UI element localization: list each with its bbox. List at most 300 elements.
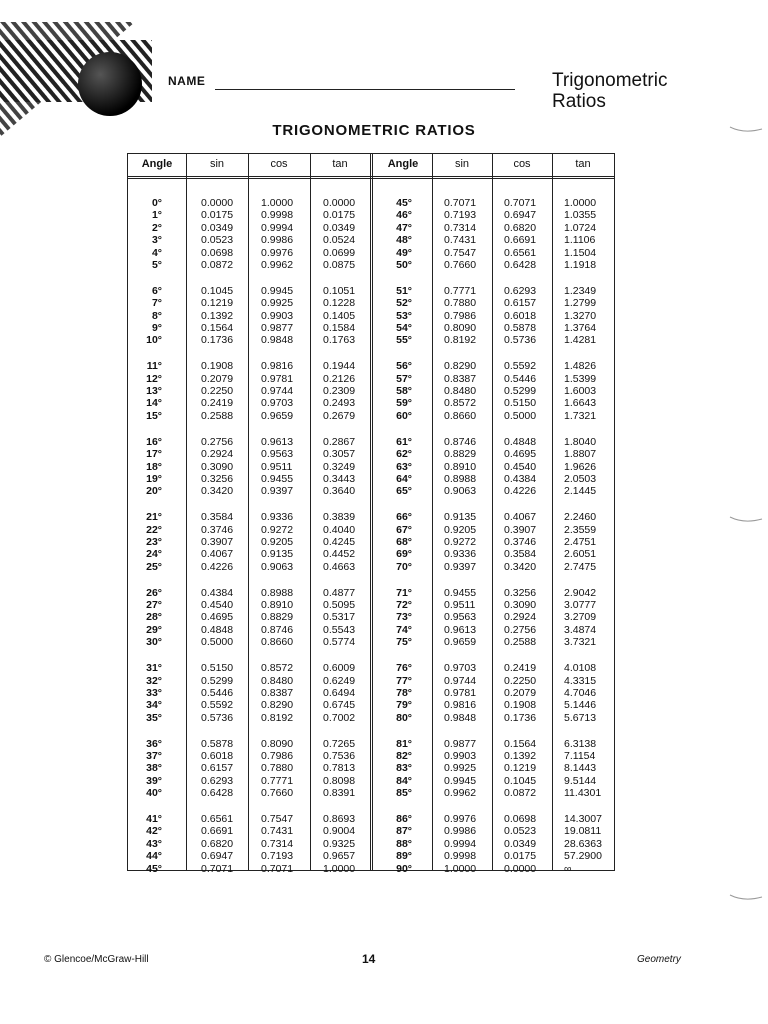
- cos-cell-left: 0.7986: [261, 749, 294, 762]
- tan-cell-right: 1.2349: [564, 284, 597, 297]
- angle-cell-left: 21°: [146, 511, 162, 524]
- angle-cell-right: 54°: [396, 322, 412, 335]
- page-heading: TRIGONOMETRIC RATIOS: [272, 122, 476, 139]
- cos-cell-left: 0.8192: [261, 711, 294, 724]
- section-title-line-1: Trigonometric: [552, 70, 668, 91]
- angle-cell-right: 65°: [396, 485, 412, 498]
- cos-cell-right: 0.2250: [504, 674, 537, 687]
- table-row: [128, 385, 614, 397]
- tan-cell-left: 0.2309: [323, 385, 356, 398]
- sin-cell-right: 0.7193: [444, 209, 477, 222]
- table-row: [128, 436, 614, 448]
- table-row: [128, 536, 614, 548]
- cos-cell-left: 0.9511: [261, 460, 293, 473]
- tan-cell-right: 1.6643: [564, 397, 597, 410]
- sin-cell-left: 0.3907: [201, 535, 234, 548]
- cos-cell-left: 0.9877: [261, 322, 294, 335]
- cos-cell-left: 0.9744: [261, 385, 294, 398]
- cos-cell-right: 0.4384: [504, 472, 537, 485]
- table-row: [128, 461, 614, 473]
- cos-cell-left: 0.7547: [261, 813, 294, 826]
- tan-cell-left: 0.2867: [323, 435, 356, 448]
- sin-cell-right: 0.7314: [444, 221, 477, 234]
- sin-cell-right: 0.9613: [444, 623, 477, 636]
- cos-cell-left: 0.9659: [261, 409, 294, 422]
- angle-cell-left: 40°: [146, 787, 162, 800]
- sin-cell-left: 0.6691: [201, 825, 234, 838]
- tan-cell-left: 0.3443: [323, 472, 356, 485]
- cos-cell-left: 0.9205: [261, 535, 294, 548]
- cos-cell-right: 0.6561: [504, 246, 537, 259]
- scan-mark: [726, 125, 766, 135]
- sin-cell-right: 0.8829: [444, 448, 477, 461]
- sin-cell-right: 0.9744: [444, 674, 477, 687]
- tan-cell-left: 0.0699: [323, 246, 356, 259]
- tan-cell-right: 1.3764: [564, 322, 597, 335]
- table-row: [128, 675, 614, 687]
- sin-cell-right: 0.9511: [444, 599, 476, 612]
- cos-cell-right: 0.1564: [504, 737, 537, 750]
- sin-cell-left: 0.3090: [201, 460, 234, 473]
- angle-cell-left: 41°: [146, 813, 162, 826]
- sin-cell-right: 0.9659: [444, 636, 477, 649]
- table-row: [128, 636, 614, 648]
- tan-cell-right: 5.1446: [564, 699, 597, 712]
- table-row: [128, 587, 614, 599]
- sin-cell-right: 0.8572: [444, 397, 477, 410]
- sin-cell-right: 0.9336: [444, 548, 477, 561]
- sin-cell-left: 0.3584: [201, 511, 234, 524]
- angle-cell-right: 84°: [396, 774, 412, 787]
- table-row: [128, 825, 614, 837]
- row-group: [128, 436, 614, 498]
- sin-cell-right: 0.9962: [444, 787, 477, 800]
- table-row: [128, 322, 614, 334]
- angle-cell-right: 78°: [396, 686, 412, 699]
- row-group: [128, 813, 614, 875]
- tan-cell-left: 0.3249: [323, 460, 356, 473]
- sin-cell-right: 0.7771: [444, 284, 477, 297]
- cos-cell-right: 0.6691: [504, 234, 537, 247]
- angle-cell-right: 59°: [396, 397, 412, 410]
- angle-cell-right: 66°: [396, 511, 412, 524]
- angle-cell-right: 82°: [396, 749, 412, 762]
- angle-cell-left: 9°: [151, 322, 162, 335]
- angle-cell-right: 68°: [396, 535, 412, 548]
- sin-cell-left: 0.0523: [201, 234, 234, 247]
- table-row: [128, 699, 614, 711]
- cos-cell-right: 0.5000: [504, 409, 537, 422]
- angle-cell-right: 76°: [396, 662, 412, 675]
- sin-cell-right: 0.9063: [444, 485, 477, 498]
- sin-cell-right: 0.9848: [444, 711, 477, 724]
- tan-cell-right: 1.8807: [564, 448, 597, 461]
- table-row: [128, 397, 614, 409]
- tan-cell-left: 0.0349: [323, 221, 356, 234]
- angle-cell-left: 31°: [146, 662, 162, 675]
- angle-cell-left: 43°: [146, 837, 162, 850]
- tan-cell-left: 0.9325: [323, 837, 356, 850]
- tan-cell-right: 1.8040: [564, 435, 597, 448]
- cos-cell-left: 0.9455: [261, 472, 294, 485]
- angle-cell-right: 85°: [396, 787, 412, 800]
- cos-cell-right: 0.5736: [504, 334, 537, 347]
- sin-cell-left: 0.5878: [201, 737, 234, 750]
- tan-cell-right: 8.1443: [564, 762, 597, 775]
- angle-cell-left: 11°: [146, 360, 162, 373]
- tan-cell-left: 0.9657: [323, 850, 356, 863]
- sin-cell-right: 0.9903: [444, 749, 477, 762]
- table-row: [128, 524, 614, 536]
- angle-cell-right: 77°: [396, 674, 412, 687]
- tan-cell-left: 0.4245: [323, 535, 356, 548]
- cos-cell-right: 0.0698: [504, 813, 537, 826]
- table-row: [128, 762, 614, 774]
- sin-cell-left: 0.4067: [201, 548, 234, 561]
- cos-cell-right: 0.2419: [504, 662, 537, 675]
- angle-cell-left: 8°: [151, 309, 162, 322]
- angle-cell-left: 15°: [146, 409, 162, 422]
- tan-cell-right: 6.3138: [564, 737, 597, 750]
- angle-cell-right: 89°: [396, 850, 412, 863]
- angle-cell-left: 35°: [146, 711, 162, 724]
- tan-cell-left: 0.4040: [323, 523, 356, 536]
- tan-cell-left: 0.8098: [323, 774, 356, 787]
- sin-cell-left: 0.6428: [201, 787, 234, 800]
- sin-cell-left: 0.1392: [201, 309, 234, 322]
- angle-cell-left: 1°: [151, 209, 162, 222]
- tan-cell-left: 0.5095: [323, 599, 356, 612]
- angle-cell-right: 58°: [396, 385, 412, 398]
- header-sin-right: sin: [454, 158, 470, 170]
- table-row: [128, 787, 614, 799]
- sin-cell-left: 0.2588: [201, 409, 234, 422]
- angle-cell-right: 61°: [396, 435, 412, 448]
- sin-cell-right: 0.9455: [444, 586, 477, 599]
- sin-cell-left: 0.4695: [201, 611, 234, 624]
- sin-cell-left: 0.1045: [201, 284, 234, 297]
- cos-cell-left: 0.9925: [261, 297, 294, 310]
- cos-cell-left: 0.7880: [261, 762, 294, 775]
- tan-cell-right: 1.5399: [564, 372, 597, 385]
- cos-cell-left: 1.0000: [261, 197, 294, 209]
- cos-cell-left: 0.9272: [261, 523, 294, 536]
- sin-cell-right: 0.9205: [444, 523, 477, 536]
- cos-cell-right: 0.3090: [504, 599, 537, 612]
- tan-cell-right: 1.2799: [564, 297, 597, 310]
- cos-cell-left: 0.9945: [261, 284, 294, 297]
- tan-cell-right: 57.2900: [564, 850, 602, 863]
- tan-cell-left: 0.2126: [323, 372, 356, 385]
- tan-cell-right: 3.2709: [564, 611, 597, 624]
- angle-cell-right: 71°: [396, 586, 412, 599]
- cos-cell-left: 0.8290: [261, 699, 294, 712]
- cos-cell-left: 0.8660: [261, 636, 294, 649]
- sin-cell-left: 0.0349: [201, 221, 234, 234]
- cos-cell-left: 0.8572: [261, 662, 294, 675]
- tan-cell-right: 2.2460: [564, 511, 597, 524]
- cos-cell-right: 0.0872: [504, 787, 537, 800]
- angle-cell-right: 87°: [396, 825, 412, 838]
- angle-cell-right: 88°: [396, 837, 412, 850]
- tan-cell-right: 2.3559: [564, 523, 597, 536]
- sin-cell-right: 0.8192: [444, 334, 477, 347]
- angle-cell-right: 86°: [396, 813, 412, 826]
- tan-cell-right: 2.9042: [564, 586, 597, 599]
- tan-cell-right: 2.6051: [564, 548, 597, 561]
- cos-cell-right: 0.4540: [504, 460, 537, 473]
- cos-cell-left: 0.7071: [261, 862, 294, 875]
- sin-cell-left: 0.6293: [201, 774, 234, 787]
- cos-cell-right: 0.6820: [504, 221, 537, 234]
- angle-cell-right: 90°: [396, 862, 412, 875]
- tan-cell-right: ∞: [564, 862, 572, 875]
- cos-cell-right: 0.5150: [504, 397, 537, 410]
- cos-cell-right: 0.6947: [504, 209, 537, 222]
- sin-cell-right: 0.9563: [444, 611, 477, 624]
- angle-cell-left: 37°: [146, 749, 162, 762]
- tan-cell-right: 1.0355: [564, 209, 597, 222]
- angle-cell-left: 33°: [146, 686, 162, 699]
- tan-cell-right: 2.0503: [564, 472, 597, 485]
- cos-cell-left: 0.7314: [261, 837, 294, 850]
- angle-cell-right: 80°: [396, 711, 412, 724]
- angle-cell-left: 3°: [151, 234, 162, 247]
- tan-cell-right: 1.0000: [564, 197, 597, 209]
- sin-cell-right: 0.9945: [444, 774, 477, 787]
- angle-cell-left: 22°: [146, 523, 162, 536]
- row-group: [128, 285, 614, 347]
- tan-cell-left: 0.6009: [323, 662, 356, 675]
- angle-cell-left: 0°: [151, 197, 162, 209]
- angle-cell-right: 81°: [396, 737, 412, 750]
- table-row: [128, 712, 614, 724]
- tan-cell-left: 0.2493: [323, 397, 356, 410]
- tan-cell-left: 0.1405: [323, 309, 356, 322]
- tan-cell-left: 0.5543: [323, 623, 356, 636]
- sin-cell-right: 0.7071: [444, 197, 477, 209]
- sin-cell-left: 0.4384: [201, 586, 234, 599]
- angle-cell-right: 52°: [396, 297, 412, 310]
- sin-cell-right: 0.7431: [444, 234, 477, 247]
- tan-cell-left: 0.1051: [323, 284, 356, 297]
- tan-cell-right: 1.7321: [564, 409, 597, 422]
- row-group: [128, 360, 614, 422]
- sin-cell-right: 0.7986: [444, 309, 477, 322]
- cos-cell-left: 0.8829: [261, 611, 294, 624]
- trig-ratios-table: [127, 153, 615, 875]
- sin-cell-right: 0.9986: [444, 825, 477, 838]
- angle-cell-left: 7°: [151, 297, 162, 310]
- tan-cell-left: 0.7813: [323, 762, 356, 775]
- sin-cell-left: 0.3746: [201, 523, 234, 536]
- table-row: [128, 448, 614, 460]
- tan-cell-left: 0.1584: [323, 322, 356, 335]
- cos-cell-left: 0.7660: [261, 787, 294, 800]
- tan-cell-left: 0.5317: [323, 611, 356, 624]
- table-row: [128, 611, 614, 623]
- sin-cell-left: 0.5150: [201, 662, 234, 675]
- table-row: [128, 775, 614, 787]
- cos-cell-left: 0.9063: [261, 560, 294, 573]
- tan-cell-left: 0.1944: [323, 360, 356, 373]
- table-row: [128, 599, 614, 611]
- tan-cell-left: 0.1228: [323, 297, 356, 310]
- cos-cell-right: 0.5299: [504, 385, 537, 398]
- cos-cell-right: 0.0000: [504, 862, 537, 875]
- table-row: [128, 222, 614, 234]
- cos-cell-right: 0.3420: [504, 560, 537, 573]
- angle-cell-left: 28°: [146, 611, 162, 624]
- cos-cell-left: 0.9336: [261, 511, 294, 524]
- tan-cell-left: 0.3839: [323, 511, 356, 524]
- sin-cell-right: 0.7880: [444, 297, 477, 310]
- cos-cell-right: 0.1908: [504, 699, 537, 712]
- angle-cell-left: 10°: [146, 334, 162, 347]
- sin-cell-left: 0.6561: [201, 813, 234, 826]
- sin-cell-right: 0.9781: [444, 686, 477, 699]
- cos-cell-right: 0.3256: [504, 586, 537, 599]
- sin-cell-left: 0.0000: [201, 197, 234, 209]
- cos-cell-right: 0.0175: [504, 850, 537, 863]
- sin-cell-left: 0.5592: [201, 699, 234, 712]
- angle-cell-right: 63°: [396, 460, 412, 473]
- sin-cell-left: 0.6157: [201, 762, 234, 775]
- table-row: [128, 485, 614, 497]
- tan-cell-left: 0.0524: [323, 234, 356, 247]
- tan-cell-right: 1.4281: [564, 334, 597, 347]
- cos-cell-right: 0.1045: [504, 774, 537, 787]
- cos-cell-right: 0.4226: [504, 485, 537, 498]
- table-row: [128, 297, 614, 309]
- header-cos-left: cos: [270, 158, 288, 170]
- cos-cell-left: 0.8387: [261, 686, 294, 699]
- cos-cell-right: 0.1736: [504, 711, 537, 724]
- sin-cell-left: 0.6947: [201, 850, 234, 863]
- angle-cell-right: 62°: [396, 448, 412, 461]
- sin-cell-right: 0.9976: [444, 813, 477, 826]
- tan-cell-left: 0.3640: [323, 485, 356, 498]
- table-row: [128, 738, 614, 750]
- table-row: [128, 247, 614, 259]
- sin-cell-left: 0.1908: [201, 360, 234, 373]
- cos-cell-left: 0.9998: [261, 209, 294, 222]
- sin-cell-right: 0.8290: [444, 360, 477, 373]
- table-row: [128, 334, 614, 346]
- cos-cell-right: 0.6018: [504, 309, 537, 322]
- name-field-line[interactable]: [215, 89, 515, 90]
- tan-cell-right: 5.6713: [564, 711, 597, 724]
- angle-cell-left: 6°: [151, 284, 162, 297]
- tan-cell-left: 0.6745: [323, 699, 356, 712]
- angle-cell-left: 44°: [146, 850, 162, 863]
- sin-cell-left: 0.5299: [201, 674, 234, 687]
- tan-cell-right: 11.4301: [564, 787, 602, 800]
- header-tan-right: tan: [575, 158, 591, 170]
- cos-cell-right: 0.4695: [504, 448, 537, 461]
- cos-cell-right: 0.3584: [504, 548, 537, 561]
- angle-cell-left: 2°: [151, 221, 162, 234]
- tan-cell-right: 2.1445: [564, 485, 597, 498]
- angle-cell-left: 27°: [146, 599, 162, 612]
- cos-cell-right: 0.1219: [504, 762, 537, 775]
- sin-cell-left: 0.0872: [201, 258, 234, 271]
- angle-cell-right: 45°: [396, 197, 412, 209]
- table-row: [128, 209, 614, 221]
- header-sin-left: sin: [209, 158, 225, 170]
- cos-cell-right: 0.6428: [504, 258, 537, 271]
- cos-cell-right: 0.6293: [504, 284, 537, 297]
- angle-cell-left: 4°: [151, 246, 162, 259]
- sin-cell-right: 0.8480: [444, 385, 477, 398]
- publisher-credit: © Glencoe/McGraw-Hill: [44, 954, 149, 965]
- tan-cell-right: 3.0777: [564, 599, 597, 612]
- cos-cell-left: 0.9135: [261, 548, 294, 561]
- tan-cell-right: 3.7321: [564, 636, 597, 649]
- row-group: [128, 738, 614, 800]
- angle-cell-left: 34°: [146, 699, 162, 712]
- tan-cell-left: 0.9004: [323, 825, 356, 838]
- row-group: [128, 587, 614, 649]
- angle-cell-left: 30°: [146, 636, 162, 649]
- angle-cell-left: 13°: [146, 385, 162, 398]
- cos-cell-left: 0.8480: [261, 674, 294, 687]
- sin-cell-left: 0.4540: [201, 599, 234, 612]
- sin-cell-right: 0.8910: [444, 460, 477, 473]
- cos-cell-right: 0.7071: [504, 197, 537, 209]
- sin-cell-right: 0.8387: [444, 372, 477, 385]
- angle-cell-right: 50°: [396, 258, 412, 271]
- sin-cell-left: 0.2924: [201, 448, 234, 461]
- table-row: [128, 197, 614, 209]
- tan-cell-left: 1.0000: [323, 862, 356, 875]
- tan-cell-right: 19.0811: [564, 825, 602, 838]
- sin-cell-left: 0.5446: [201, 686, 234, 699]
- angle-cell-left: 5°: [151, 258, 162, 271]
- sin-cell-left: 0.6820: [201, 837, 234, 850]
- table-row: [128, 838, 614, 850]
- tan-cell-right: 4.3315: [564, 674, 597, 687]
- sin-cell-right: 0.7547: [444, 246, 477, 259]
- sin-cell-right: 0.9272: [444, 535, 477, 548]
- cos-cell-left: 0.9903: [261, 309, 294, 322]
- table-row: [128, 285, 614, 297]
- angle-cell-left: 12°: [146, 372, 162, 385]
- angle-cell-left: 17°: [146, 448, 162, 461]
- cos-cell-right: 0.3907: [504, 523, 537, 536]
- table-row: [128, 662, 614, 674]
- tan-cell-right: 1.6003: [564, 385, 597, 398]
- sin-cell-left: 0.2250: [201, 385, 234, 398]
- sin-cell-right: 0.9994: [444, 837, 477, 850]
- cos-cell-left: 0.7771: [261, 774, 294, 787]
- cos-cell-left: 0.9613: [261, 435, 294, 448]
- cos-cell-right: 0.4067: [504, 511, 537, 524]
- table-row: [128, 234, 614, 246]
- cos-cell-right: 0.2079: [504, 686, 537, 699]
- sin-cell-left: 0.5736: [201, 711, 234, 724]
- tan-cell-left: 0.2679: [323, 409, 356, 422]
- table-row: [128, 259, 614, 271]
- sin-cell-right: 1.0000: [444, 862, 477, 875]
- tan-cell-left: 0.0175: [323, 209, 356, 222]
- tan-cell-right: 4.0108: [564, 662, 597, 675]
- cos-cell-left: 0.9781: [261, 372, 294, 385]
- angle-cell-right: 48°: [396, 234, 412, 247]
- row-group: [128, 662, 614, 724]
- sin-cell-left: 0.2419: [201, 397, 234, 410]
- row-group: [128, 511, 614, 573]
